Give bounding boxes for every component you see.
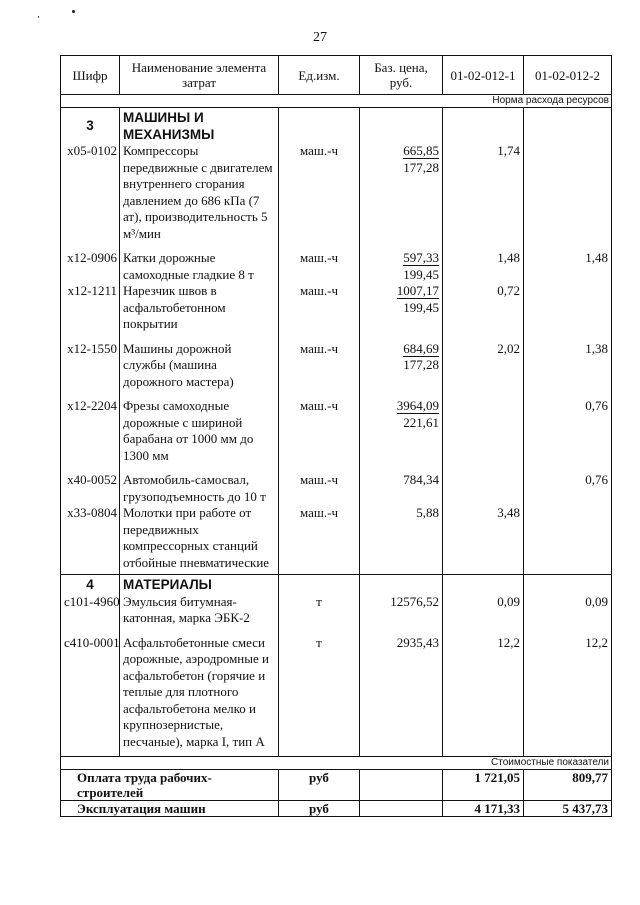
resource-table	[60, 55, 612, 817]
resource-code: х33-0804	[61, 505, 120, 575]
table-row	[61, 341, 612, 391]
resource-price: 5,88	[360, 505, 443, 575]
section-number: 4	[61, 575, 120, 594]
resource-name: Эмульсия битумная-катонная, марка ЭБК-2	[120, 594, 279, 627]
scan-speck	[38, 16, 39, 18]
section-heading	[61, 575, 612, 594]
resource-price: 684,69 177,28	[360, 341, 443, 391]
resource-price: 597,33 199,45	[360, 250, 443, 283]
resource-name: Асфальтобетонные смеси дорожные, аэродромные и асфальтобетон (горячие и теплые для плотного асфальтобетона мелко и крупнозернистые, песчаные), марка I, тип А	[120, 635, 279, 757]
norm-value-2: 1,48	[524, 250, 612, 283]
resource-unit: маш.-ч	[279, 341, 360, 391]
norm-value-1: 0,72	[443, 283, 524, 333]
resource-unit: маш.-ч	[279, 250, 360, 283]
resource-name: Автомобиль-самосвал, грузоподъемность до 10 т	[120, 472, 279, 505]
table-row	[61, 635, 612, 757]
resource-code: х12-0906	[61, 250, 120, 283]
norm-value-2	[524, 505, 612, 575]
page-number: 27	[313, 30, 327, 45]
resource-unit: т	[279, 635, 360, 757]
resource-price: 784,34	[360, 472, 443, 505]
section-title: МАШИНЫ И МЕХАНИЗМЫ	[120, 108, 279, 144]
total-unit: руб	[279, 801, 360, 817]
resource-price: 3964,09 221,61	[360, 398, 443, 464]
norm-value-2	[524, 143, 612, 242]
resource-unit: маш.-ч	[279, 472, 360, 505]
total-unit: руб	[279, 770, 360, 801]
table-row	[61, 472, 612, 505]
norm-value-2: 0,76	[524, 472, 612, 505]
total-value-1: 1 721,05	[443, 770, 524, 801]
header-unit: Ед.изм.	[279, 56, 360, 95]
resource-price: 12576,52	[360, 594, 443, 627]
resource-name: Фрезы самоходные дорожные с шириной барабана от 1000 мм до 1300 мм	[120, 398, 279, 464]
norm-value-1: 12,2	[443, 635, 524, 757]
norm-value-1: 1,48	[443, 250, 524, 283]
total-label: Оплата труда рабочих-строителей	[61, 770, 279, 801]
resource-code: х05-0102	[61, 143, 120, 242]
total-row	[61, 770, 612, 801]
table-row	[61, 143, 612, 242]
resource-name: Нарезчик швов в асфальтобетонном покрытии	[120, 283, 279, 333]
table-row	[61, 505, 612, 575]
header-code: Шифр	[61, 56, 120, 95]
cost-note: Стоимостные показатели	[61, 757, 612, 770]
resource-name: Компрессоры передвижные с двигателем внутреннего сгорания давлением до 686 кПа (7 ат), производительность 5 м³/мин	[120, 143, 279, 242]
resource-code: х40-0052	[61, 472, 120, 505]
total-value-1: 4 171,33	[443, 801, 524, 817]
resource-code: с410-0001	[61, 635, 120, 757]
resource-unit: маш.-ч	[279, 143, 360, 242]
resource-code: х12-1550	[61, 341, 120, 391]
table-header-row	[61, 56, 612, 95]
resource-unit: маш.-ч	[279, 283, 360, 333]
table-row	[61, 594, 612, 627]
norm-value-2	[524, 283, 612, 333]
resource-name: Молотки при работе от передвижных компрессорных станций отбойные пневматические	[120, 505, 279, 575]
resource-unit: маш.-ч	[279, 505, 360, 575]
norm-value-2: 12,2	[524, 635, 612, 757]
table-row	[61, 398, 612, 464]
header-col1: 01-02-012-1	[443, 56, 524, 95]
resource-price: 2935,43	[360, 635, 443, 757]
header-col2: 01-02-012-2	[524, 56, 612, 95]
norm-value-1	[443, 398, 524, 464]
resource-code: с101-4960	[61, 594, 120, 627]
scan-speck	[72, 10, 75, 13]
resource-name: Катки дорожные самоходные гладкие 8 т	[120, 250, 279, 283]
norm-value-1: 3,48	[443, 505, 524, 575]
section-heading	[61, 108, 612, 144]
norm-value-2: 1,38	[524, 341, 612, 391]
norm-value-1: 2,02	[443, 341, 524, 391]
resource-unit: т	[279, 594, 360, 627]
norm-value-2: 0,76	[524, 398, 612, 464]
resource-price: 1007,17 199,45	[360, 283, 443, 333]
resource-name: Машины дорожной службы (машина дорожного мастера)	[120, 341, 279, 391]
norm-value-1: 1,74	[443, 143, 524, 242]
section-number: 3	[61, 108, 120, 144]
header-name: Наименование элемента затрат	[120, 56, 279, 95]
total-label: Эксплуатация машин	[61, 801, 279, 817]
table-row	[61, 250, 612, 283]
total-value-2: 809,77	[524, 770, 612, 801]
section-title: МАТЕРИАЛЫ	[120, 575, 279, 594]
resource-unit: маш.-ч	[279, 398, 360, 464]
total-value-2: 5 437,73	[524, 801, 612, 817]
norm-value-1	[443, 472, 524, 505]
resource-price: 665,85 177,28	[360, 143, 443, 242]
norm-note: Норма расхода ресурсов	[61, 95, 612, 108]
table-row	[61, 283, 612, 333]
total-row	[61, 801, 612, 817]
resource-code: х12-2204	[61, 398, 120, 464]
resource-code: х12-1211	[61, 283, 120, 333]
header-price: Баз. цена, руб.	[360, 56, 443, 95]
norm-value-1: 0,09	[443, 594, 524, 627]
norm-value-2: 0,09	[524, 594, 612, 627]
